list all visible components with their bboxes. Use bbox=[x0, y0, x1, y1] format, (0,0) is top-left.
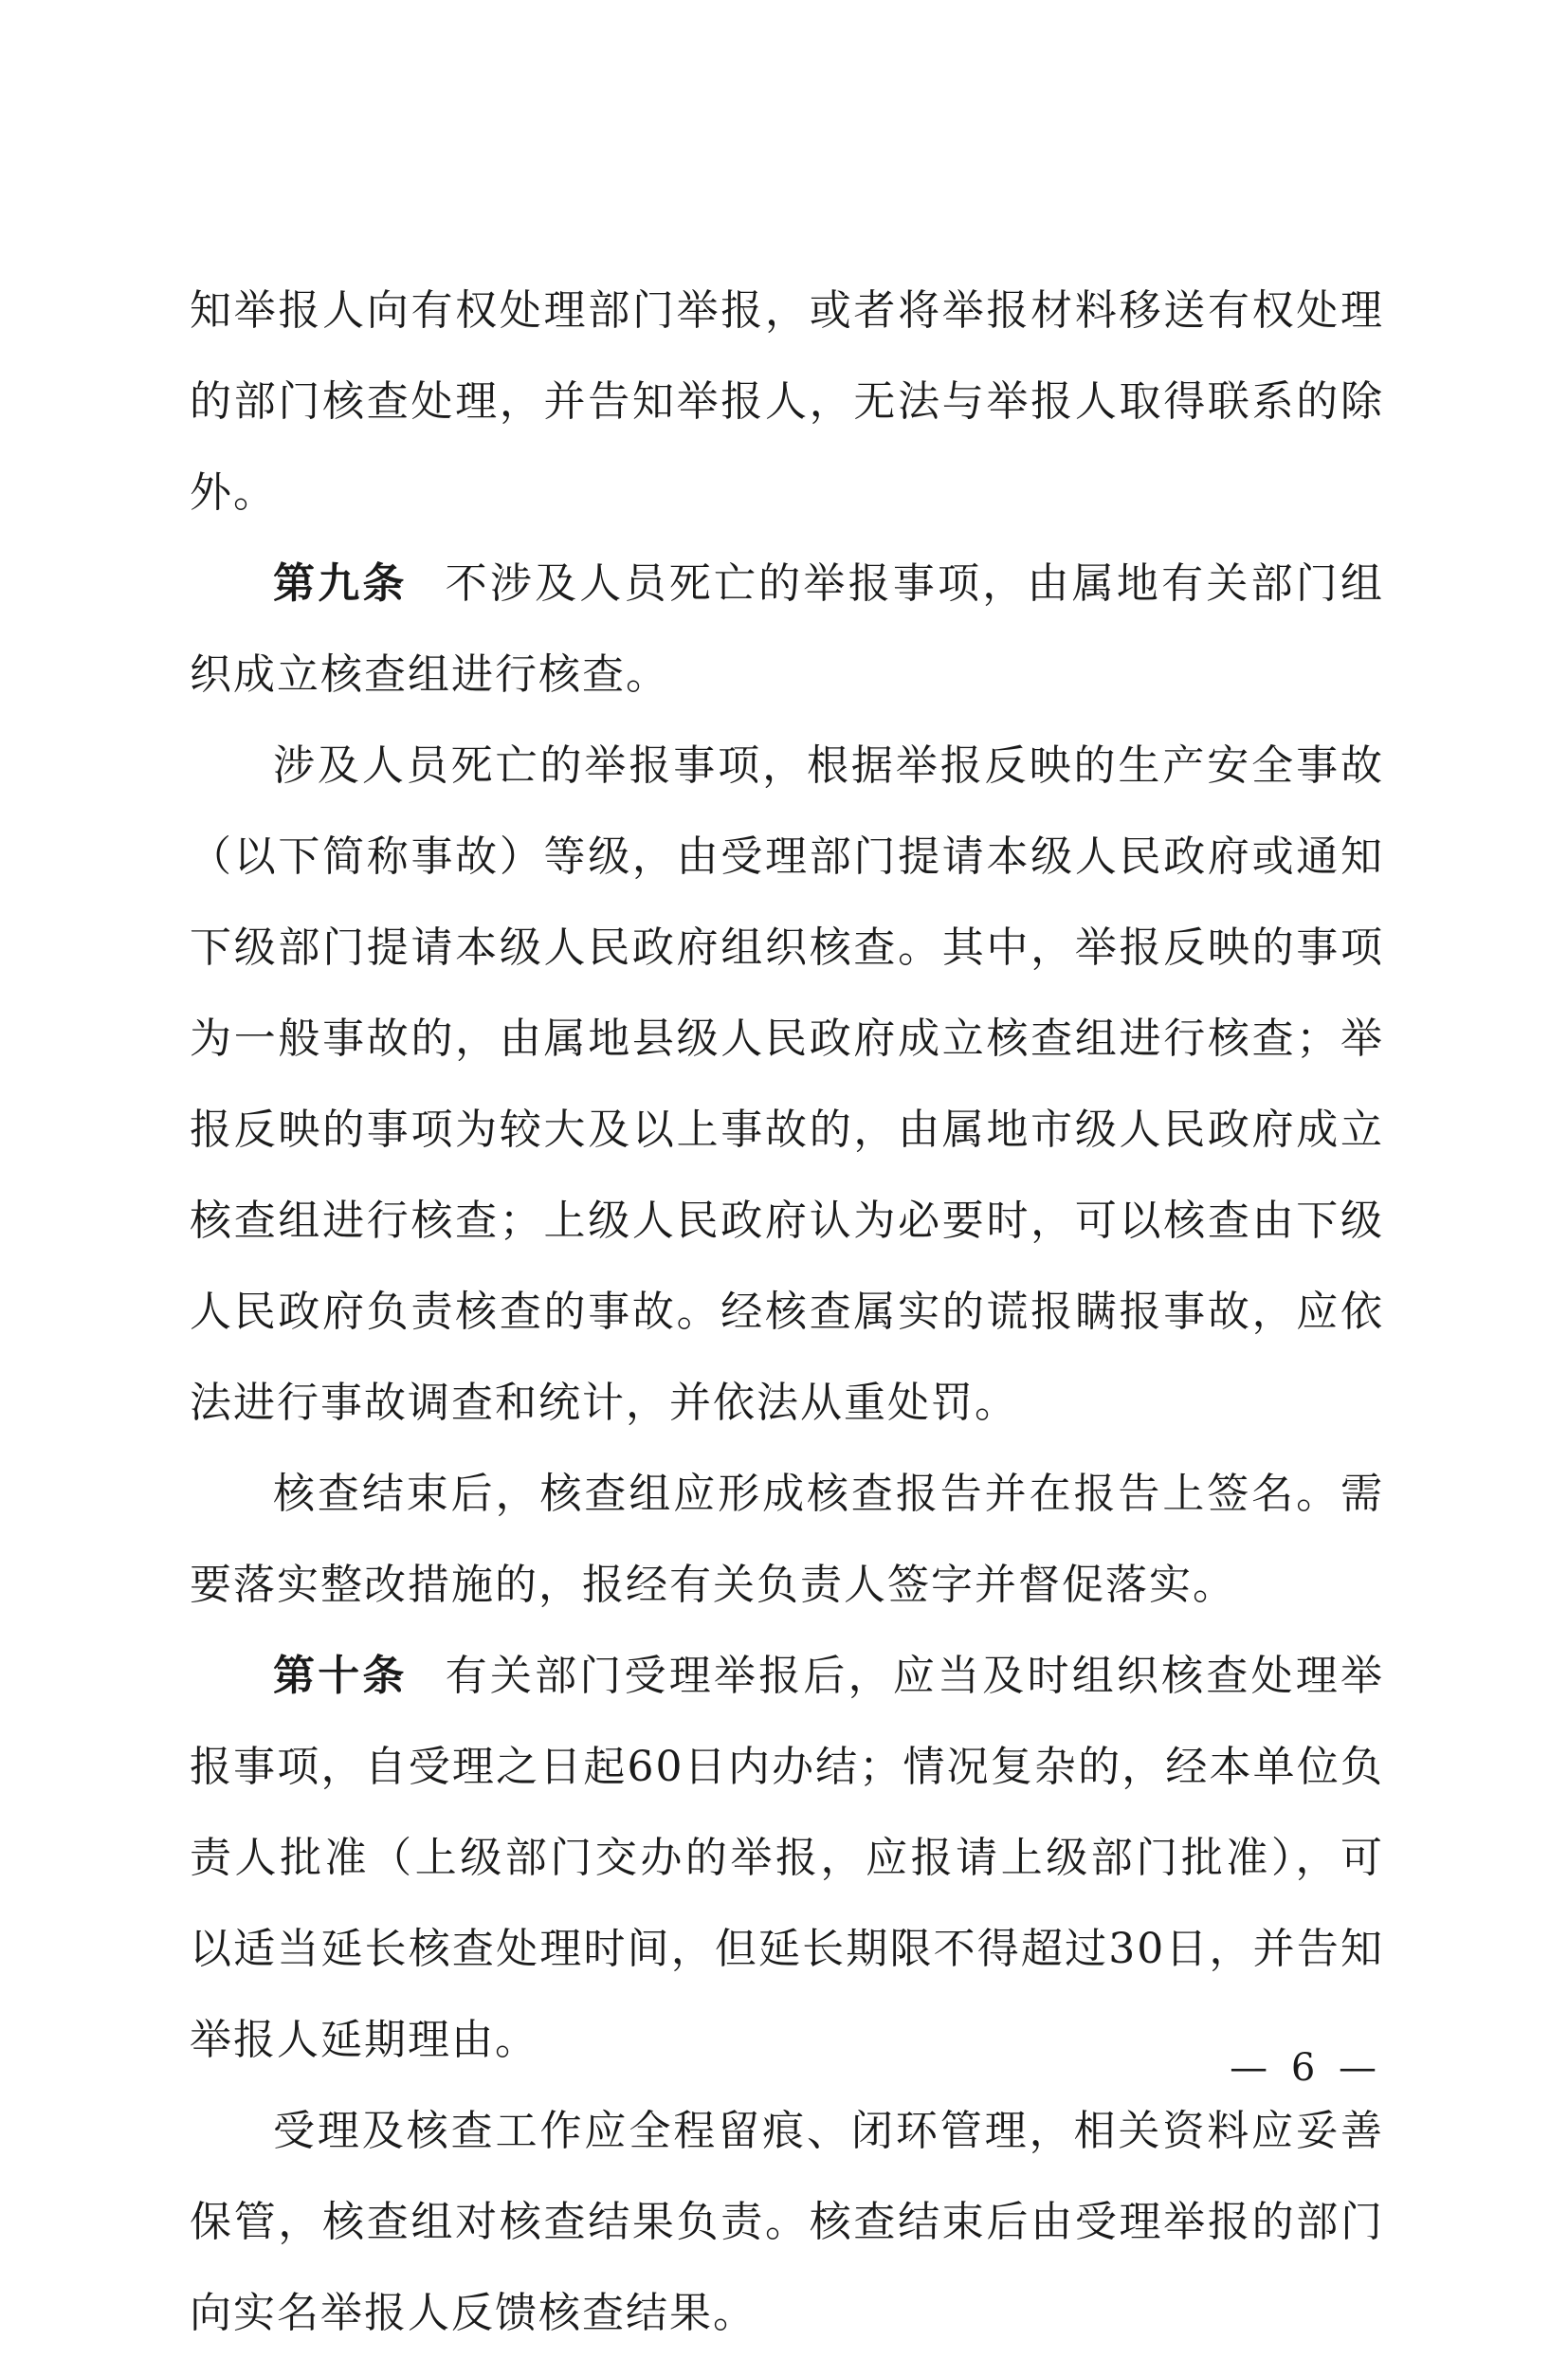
document-body bbox=[190, 265, 1384, 2359]
paragraph-text: 受理及核查工作应全程留痕、闭环管理，相关资料应妥善保管，核查组对核查结果负责。核查结束后由受理举报的部门向实名举报人反馈核查结果。 bbox=[190, 2107, 1384, 2337]
paragraph-text: 核查结束后，核查组应形成核查报告并在报告上签名。需要落实整改措施的，报经有关负责人签字并督促落实。 bbox=[190, 1470, 1384, 1609]
article-number: 第九条 bbox=[273, 559, 408, 608]
paragraph-text: 知举报人向有权处理部门举报，或者将举报材料移送有权处理的部门核查处理，并告知举报人，无法与举报人取得联系的除外。 bbox=[190, 286, 1384, 517]
paragraph-article-10 bbox=[190, 1631, 1384, 2086]
paragraph-text: 不涉及人员死亡的举报事项，由属地有关部门组织成立核查组进行核查。 bbox=[190, 559, 1385, 699]
paragraph-text: 涉及人员死亡的举报事项，根据举报反映的生产安全事故（以下简称事故）等级，由受理部门提请本级人民政府或通知下级部门提请本级人民政府组织核查。其中，举报反映的事项为一般事故的，由属地县级人民政府成立核查组进行核查；举报反映的事项为较大及以上事故的，由属地市级人民政府成立核查组进行核查；上级人民政府认为必要时，可以核查由下级人民政府负责核查的事故。经核查属实的谎报瞒报事故，应依法进行事故调查和统计，并依法从重处罚。 bbox=[190, 741, 1384, 1427]
paragraph-text: 有关部门受理举报后，应当及时组织核查处理举报事项，自受理之日起60日内办结；情况复杂的，经本单位负责人批准（上级部门交办的举报，应报请上级部门批准），可以适当延长核查处理时间，但延长期限不得超过30日，并告知举报人延期理由。 bbox=[190, 1652, 1385, 2064]
article-number: 第十条 bbox=[273, 1652, 408, 1700]
page-number: — 6 — bbox=[1230, 2046, 1382, 2090]
paragraph-record-keeping bbox=[190, 2086, 1384, 2359]
paragraph-report-signing bbox=[190, 1449, 1384, 1631]
paragraph-death-cases bbox=[190, 721, 1384, 1449]
paragraph-continuation bbox=[190, 265, 1384, 539]
paragraph-article-9 bbox=[190, 539, 1384, 721]
